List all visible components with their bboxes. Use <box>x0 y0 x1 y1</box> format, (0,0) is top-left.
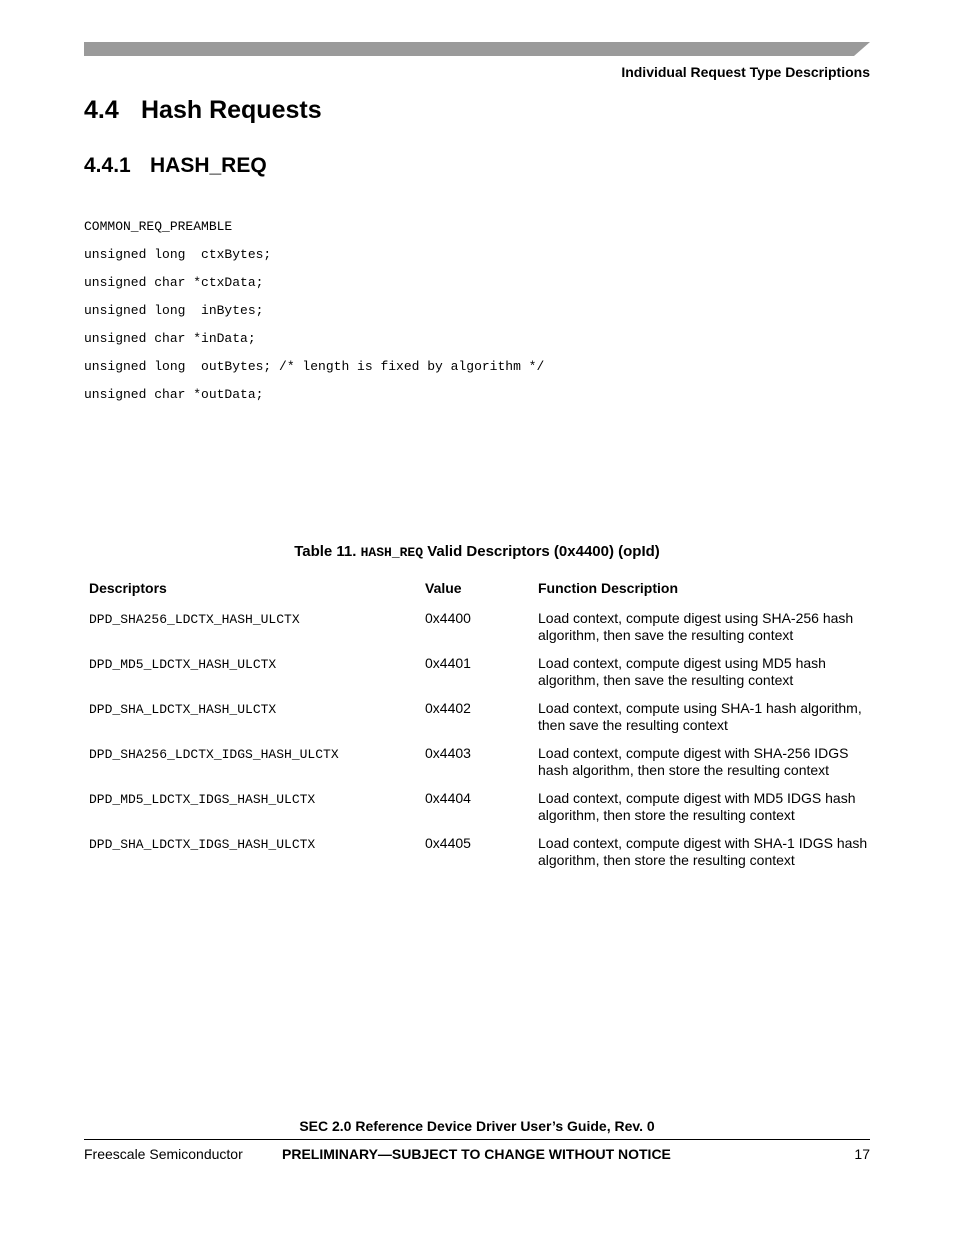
descriptor-cell: DPD_SHA256_LDCTX_IDGS_HASH_ULCTX <box>89 747 339 762</box>
code-line: unsigned char *inData; <box>84 331 256 346</box>
subsection-heading <box>84 154 267 178</box>
table-header-row <box>84 578 870 610</box>
table-caption-suffix: Valid Descriptors (0x4400) (opId) <box>427 543 660 560</box>
code-line: unsigned long inBytes; <box>84 303 264 318</box>
section-number: 4.4 <box>84 96 119 124</box>
descriptor-cell: DPD_MD5_LDCTX_HASH_ULCTX <box>89 657 277 672</box>
description-line: Load context, compute digest using MD5 hash <box>538 655 826 671</box>
header-function-description: Function Description <box>538 580 678 596</box>
description-line: algorithm, then save the resulting context <box>538 627 794 643</box>
running-head: Individual Request Type Descriptions <box>621 64 870 80</box>
descriptor-cell: DPD_SHA_LDCTX_HASH_ULCTX <box>89 702 277 717</box>
code-line: unsigned long ctxBytes; <box>84 247 272 262</box>
footer-rule <box>84 1139 870 1140</box>
code-block <box>84 218 544 414</box>
header-value: Value <box>425 580 462 596</box>
header-bar-shape <box>84 42 870 56</box>
page-number: 17 <box>854 1146 870 1162</box>
value-cell: 0x4404 <box>425 790 471 806</box>
description-cell <box>533 610 870 655</box>
descriptor-cell: DPD_MD5_LDCTX_IDGS_HASH_ULCTX <box>89 792 316 807</box>
description-line: Load context, compute digest with SHA-1 IDGS hash <box>538 835 868 851</box>
code-line: COMMON_REQ_PREAMBLE <box>84 219 233 234</box>
header-bar <box>84 42 870 56</box>
value-cell: 0x4401 <box>425 655 471 671</box>
footer-company: Freescale Semiconductor <box>84 1146 243 1162</box>
table-row <box>84 745 870 790</box>
table-row <box>84 700 870 745</box>
table-row <box>84 835 870 880</box>
description-cell <box>533 655 870 700</box>
value-cell: 0x4403 <box>425 745 471 761</box>
table-row <box>84 610 870 655</box>
subsection-title: HASH_REQ <box>150 154 267 177</box>
code-line: unsigned long outBytes; /* length is fixed by algorithm */ <box>84 359 545 374</box>
section-heading <box>84 96 322 125</box>
table-caption <box>0 543 954 560</box>
table-caption-code: HASH_REQ <box>360 545 424 560</box>
description-cell <box>533 790 870 835</box>
header-descriptors: Descriptors <box>89 580 167 596</box>
description-cell <box>533 700 870 745</box>
code-line: unsigned char *outData; <box>84 387 264 402</box>
table-row <box>84 790 870 835</box>
description-line: Load context, compute digest with SHA-256 IDGS <box>538 745 849 761</box>
descriptor-cell: DPD_SHA256_LDCTX_HASH_ULCTX <box>89 612 300 627</box>
section-title: Hash Requests <box>141 96 322 124</box>
descriptor-cell: DPD_SHA_LDCTX_IDGS_HASH_ULCTX <box>89 837 316 852</box>
code-line: unsigned char *ctxData; <box>84 275 264 290</box>
description-cell <box>533 745 870 790</box>
description-cell <box>533 835 870 880</box>
description-line: Load context, compute using SHA-1 hash algorithm, <box>538 700 862 716</box>
description-line: algorithm, then save the resulting context <box>538 672 794 688</box>
description-line: then save the resulting context <box>538 717 728 733</box>
description-line: algorithm, then store the resulting context <box>538 852 795 868</box>
footer-document-title: SEC 2.0 Reference Device Driver User’s Guide, Rev. 0 <box>299 1118 655 1134</box>
table-caption-prefix: Table 11. <box>294 543 357 560</box>
description-line: Load context, compute digest with MD5 IDGS hash <box>538 790 856 806</box>
subsection-number: 4.4.1 <box>84 154 131 177</box>
value-cell: 0x4405 <box>425 835 471 851</box>
table-row <box>84 655 870 700</box>
value-cell: 0x4400 <box>425 610 471 626</box>
description-line: hash algorithm, then store the resulting context <box>538 762 830 778</box>
footer-notice: PRELIMINARY—SUBJECT TO CHANGE WITHOUT NOTICE <box>282 1146 671 1162</box>
descriptor-table <box>84 578 870 880</box>
description-line: algorithm, then store the resulting context <box>538 807 795 823</box>
description-line: Load context, compute digest using SHA-256 hash <box>538 610 854 626</box>
value-cell: 0x4402 <box>425 700 471 716</box>
